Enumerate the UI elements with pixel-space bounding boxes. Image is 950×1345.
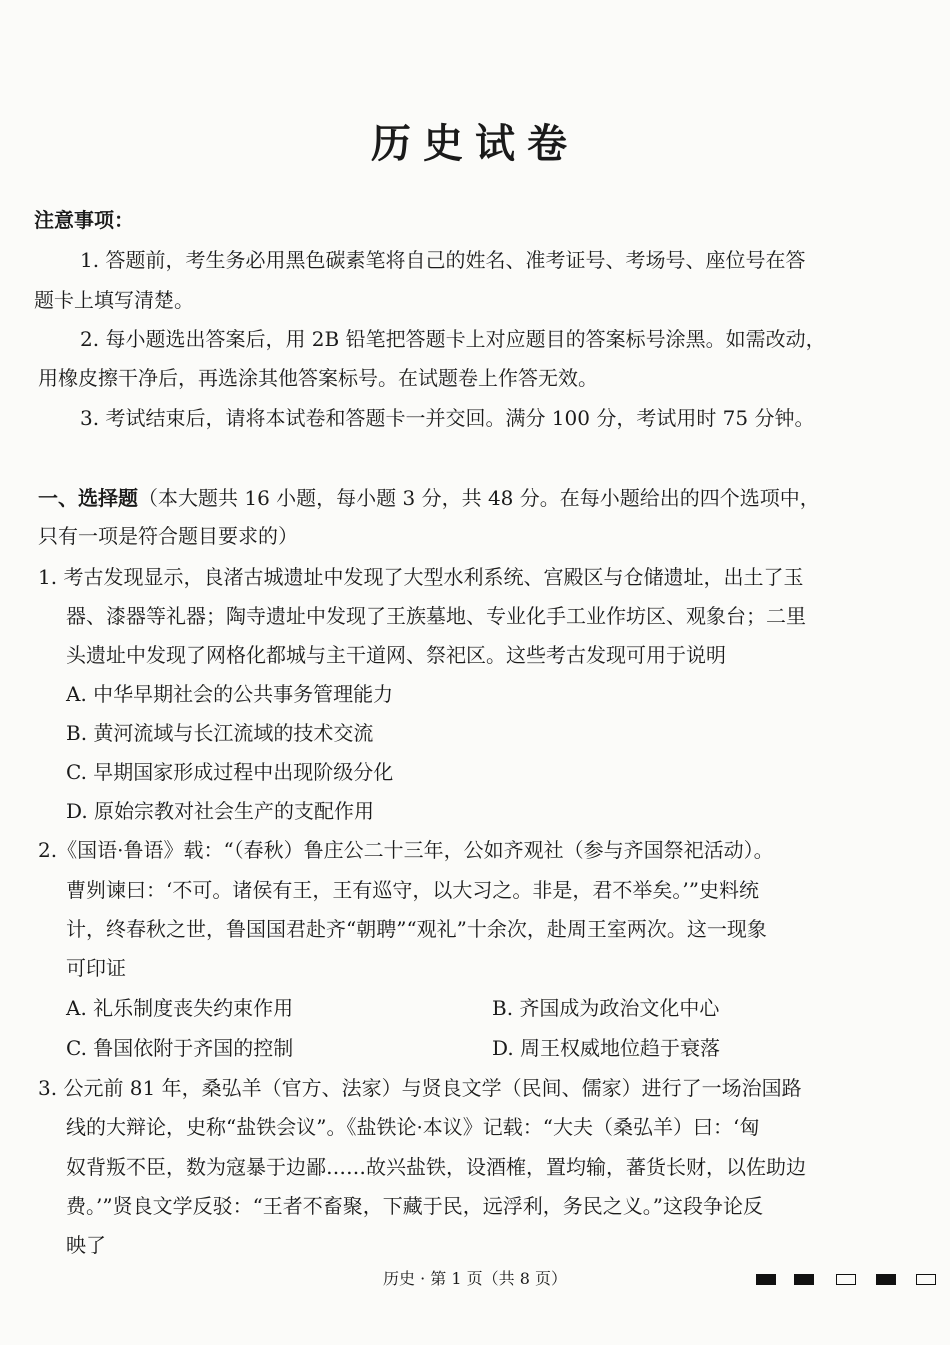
- question-2-option-d: D. 周王权威地位趋于衰落: [492, 1036, 721, 1060]
- question-2-line-2: 曹刿谏曰：‘不可。诸侯有王，王有巡守，以大习之。非是，君不举矣。’”史料统: [66, 878, 759, 902]
- notice-item-3-line-1: 3. 考试结束后，请将本试卷和答题卡一并交回。满分 100 分，考试用时 75 分钟。: [80, 406, 815, 430]
- page-mark-1: [756, 1274, 776, 1285]
- notice-item-1-line-1: 1. 答题前，考生务必用黑色碳素笔将自己的姓名、准考证号、考场号、座位号在答: [80, 248, 806, 272]
- question-3-line-2: 线的大辩论，史称“盐铁会议”。《盐铁论·本议》记载：“大夫（桑弘羊）曰：‘匈: [66, 1115, 760, 1139]
- question-2-option-b: B. 齐国成为政治文化中心: [492, 996, 720, 1020]
- notice-item-2-line-1: 2. 每小题选出答案后，用 2B 铅笔把答题卡上对应题目的答案标号涂黑。如需改动，: [80, 327, 826, 351]
- question-1-line-1: 1. 考古发现显示，良渚古城遗址中发现了大型水利系统、宫殿区与仓储遗址，出土了玉: [38, 565, 804, 589]
- question-3-line-5: 映了: [66, 1233, 106, 1257]
- question-1-option-a: A. 中华早期社会的公共事务管理能力: [66, 682, 394, 706]
- question-1-option-c: C. 早期国家形成过程中出现阶级分化: [66, 760, 394, 784]
- notice-item-2-line-2: 用橡皮擦干净后，再选涂其他答案标号。在试题卷上作答无效。: [38, 366, 598, 390]
- question-1-line-3: 头遗址中发现了网格化都城与主干道网、祭祀区。这些考古发现可用于说明: [66, 643, 726, 667]
- question-2-option-a: A. 礼乐制度丧失约束作用: [66, 996, 294, 1020]
- section-desc-line-1: （本大题共 16 小题，每小题 3 分，共 48 分。在每小题给出的四个选项中，: [138, 486, 820, 510]
- notice-item-1-line-2: 题卡上填写清楚。: [34, 288, 194, 312]
- question-2-line-4: 可印证: [66, 956, 126, 980]
- page-mark-4: [876, 1274, 896, 1285]
- question-1-option-d: D. 原始宗教对社会生产的支配作用: [66, 799, 375, 823]
- question-3-line-1: 3. 公元前 81 年，桑弘羊（官方、法家）与贤良文学（民间、儒家）进行了一场治国路: [38, 1076, 802, 1100]
- question-3-line-3: 奴背叛不臣，数为寇暴于边鄙……故兴盐铁，设酒榷，置均输，蕃货长财，以佐助边: [66, 1155, 806, 1179]
- question-2-line-3: 计，终春秋之世，鲁国国君赴齐“朝聘”“观礼”十余次，赴周王室两次。这一现象: [66, 917, 767, 941]
- section-heading: 一、选择题: [38, 486, 138, 510]
- question-3-line-4: 费。’”贤良文学反驳：“王者不畜聚，下藏于民，远浮利，务民之义。”这段争论反: [66, 1194, 764, 1218]
- notice-heading: 注意事项：: [34, 208, 134, 232]
- page-mark-3: [836, 1274, 856, 1285]
- page-footer: 历史 · 第 1 页（共 8 页）: [383, 1269, 567, 1288]
- question-1-line-2: 器、漆器等礼器；陶寺遗址中发现了王族墓地、专业化手工业作坊区、观象台；二里: [66, 604, 806, 628]
- question-2-option-c: C. 鲁国依附于齐国的控制: [66, 1036, 294, 1060]
- page-mark-5: [916, 1274, 936, 1285]
- question-1-option-b: B. 黄河流域与长江流域的技术交流: [66, 721, 374, 745]
- page-mark-2: [794, 1274, 814, 1285]
- page-title: 历史试卷: [371, 120, 579, 167]
- section-heading-line-1: [38, 484, 820, 512]
- section-desc-line-2: 只有一项是符合题目要求的）: [38, 524, 298, 548]
- question-2-line-1: 2.《国语·鲁语》载：“（春秋）鲁庄公二十三年，公如齐观社（参与齐国祭祀活动）。: [38, 838, 774, 862]
